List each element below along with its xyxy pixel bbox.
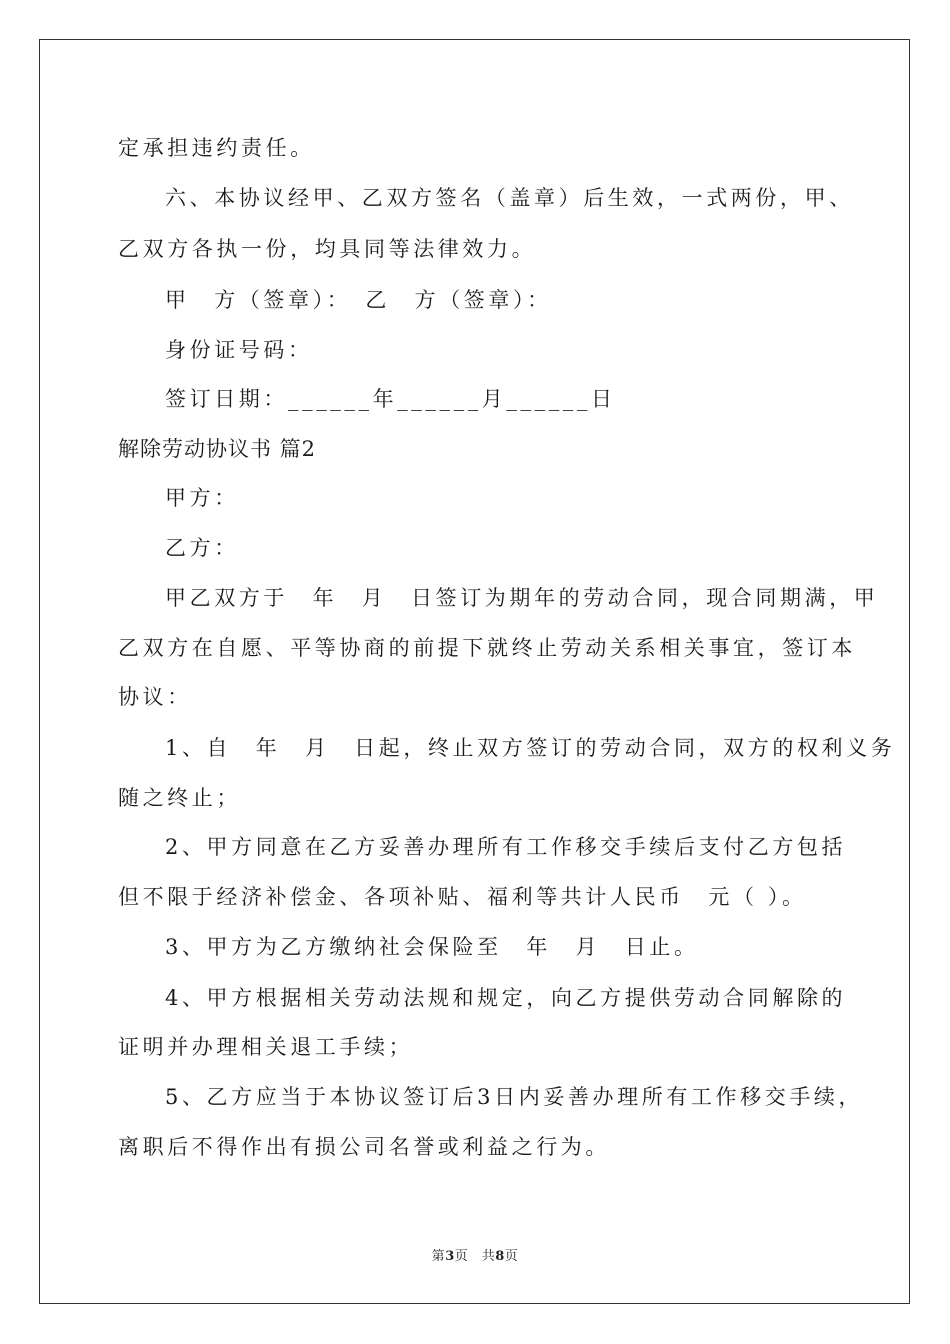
clause-2-cont: 但不限于经济补偿金、各项补贴、福利等共计人民币 元（ ）。: [118, 885, 807, 909]
signing-date-line: 签订日期：______年______月______日: [165, 387, 616, 411]
current-page-number: 3: [445, 1249, 455, 1264]
clause-3: 3、甲方为乙方缴纳社会保险至 年 月 日止。: [165, 935, 699, 959]
clause-2: 2、甲方同意在乙方妥善办理所有工作移交手续后支付乙方包括: [165, 835, 847, 859]
footer-middle: 页 共: [454, 1249, 496, 1264]
party-a-line: 甲方：: [165, 486, 239, 510]
id-number-line: 身份证号码：: [165, 338, 313, 362]
footer-suffix: 页: [504, 1249, 519, 1264]
text-line: 协议：: [118, 685, 192, 709]
clause-4: 4、甲方根据相关劳动法规和规定，向乙方提供劳动合同解除的: [165, 986, 847, 1010]
text-line: 六、本协议经甲、乙双方签名（盖章）后生效，一式两份，甲、: [165, 186, 854, 210]
text-line: 定承担违约责任。: [118, 136, 315, 160]
text-line: 乙双方在自愿、平等协商的前提下就终止劳动关系相关事宜，签订本: [118, 636, 856, 660]
party-b-line: 乙方：: [165, 536, 239, 560]
section-heading: 解除劳动协议书 篇2: [118, 437, 317, 461]
signature-line: 甲 方（签章）： 乙 方（签章）：: [165, 288, 552, 312]
text-line: 甲乙双方于 年 月 日签订为期年的劳动合同，现合同期满，甲: [165, 586, 879, 610]
clause-5-cont: 离职后不得作出有损公司名誉或利益之行为。: [118, 1135, 610, 1159]
text-line: 乙双方各执一份，均具同等法律效力。: [118, 237, 537, 261]
page-border: [39, 39, 910, 1304]
clause-1-cont: 随之终止；: [118, 786, 241, 810]
clause-5: 5、乙方应当于本协议签订后3日内妥善办理所有工作移交手续，: [165, 1085, 864, 1109]
footer-prefix: 第: [431, 1249, 446, 1264]
total-pages-number: 8: [495, 1249, 505, 1264]
clause-1: 1、自 年 月 日起，终止双方签订的劳动合同，双方的权利义务: [165, 736, 896, 760]
clause-4-cont: 证明并办理相关退工手续；: [118, 1035, 414, 1059]
page-footer: [0, 1249, 950, 1265]
